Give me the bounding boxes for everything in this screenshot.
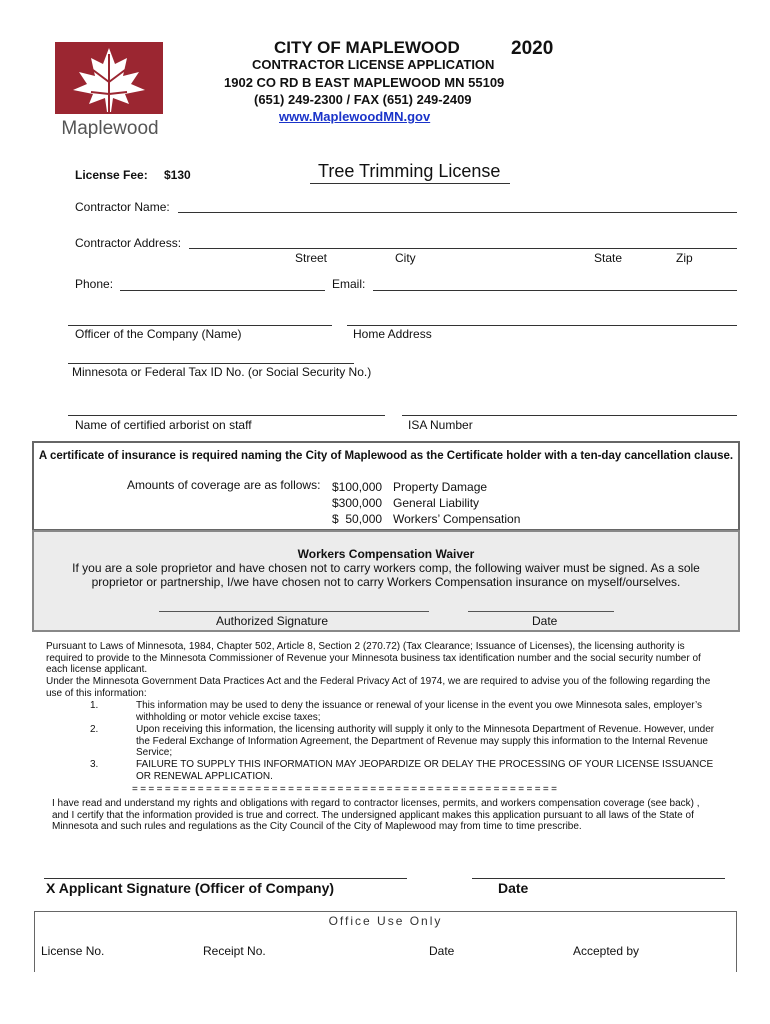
waiver-date-field[interactable] — [468, 611, 614, 612]
legal-item-2: Upon receiving this information, the licensing authority will supply it only to the Minnesota Department of Revenue. However, under the Federal Exchange of Information Agreement, the Department of Revenue may supply this information to the Internal Revenue Service; — [136, 724, 715, 758]
contractor-name-field[interactable] — [178, 212, 737, 213]
coverage-type-1: Property Damage — [393, 480, 488, 494]
form-year: 2020 — [511, 38, 554, 59]
coverage-label: Amounts of coverage are as follows: — [127, 478, 321, 492]
authorized-signature-field[interactable] — [159, 611, 429, 612]
applicant-date-field[interactable] — [472, 878, 725, 879]
isa-number-label: ISA Number — [408, 418, 473, 432]
office-receipt-no: Receipt No. — [203, 944, 266, 958]
isa-number-field[interactable] — [402, 415, 737, 416]
legal-paragraph-1: Pursuant to Laws of Minnesota, 1984, Chapter 502, Article 8, Section 2 (270.72) (Tax Clearance; Issuance of Licenses), the licensing authority is required to provide to the Minnesota Commissioner of Revenue your Minnesota business tax identification number and the social security number of each license applicant. — [46, 641, 701, 675]
state-caption: State — [594, 251, 623, 265]
street-caption: Street — [295, 251, 328, 265]
legal-paragraph-2: Under the Minnesota Government Data Practices Act and the Federal Privacy Act of 1974, we are required to advise you of the following regarding the use of this information: — [46, 676, 711, 699]
phone-label: Phone: — [75, 277, 114, 291]
waiver-title: Workers Compensation Waiver — [297, 547, 475, 561]
applicant-signature-field[interactable] — [44, 878, 407, 879]
authorized-signature-label: Authorized Signature — [216, 614, 329, 628]
insurance-requirement: A certificate of insurance is required naming the City of Maplewood as the Certificate holder with a ten-day cancellation clause. — [38, 450, 734, 462]
city-caption: City — [395, 251, 416, 265]
office-license-no: License No. — [41, 944, 105, 958]
arborist-label: Name of certified arborist on staff — [75, 418, 252, 432]
office-accepted-by: Accepted by — [573, 944, 640, 958]
legal-item-1-num: 1. — [90, 700, 99, 711]
office-use-section — [34, 911, 737, 972]
website-link[interactable]: www.MaplewoodMN.gov — [279, 109, 431, 124]
city-title: CITY OF MAPLEWOOD — [274, 38, 460, 57]
city-address: 1902 CO RD B EAST MAPLEWOOD MN 55109 — [224, 75, 505, 90]
phone-fax: (651) 249-2300 / FAX (651) 249-2409 — [254, 92, 472, 107]
contractor-address-label: Contractor Address: — [75, 236, 182, 250]
tax-id-label: Minnesota or Federal Tax ID No. (or Social Security No.) — [72, 365, 372, 379]
certification-text: I have read and understand my rights and obligations with regard to contractor licenses, permits, and workers compensation coverage (see back) , and I certify that the information provided is true and correct. The undersigned applicant makes this application pursuant to all laws of the State of Minnesota and such rules and regulations as the City Council of the City of Maplewood may from time to time prescribe. — [52, 798, 700, 832]
arborist-field[interactable] — [68, 415, 385, 416]
legal-item-3: FAILURE TO SUPPLY THIS INFORMATION MAY JEOPARDIZE OR DELAY THE PROCESSING OF YOUR LICENSE ISSUANCE OR RENEWAL APPLICATION. — [136, 759, 714, 782]
license-type-underline — [310, 183, 510, 184]
coverage-amount-1: $100,000 — [332, 480, 383, 494]
phone-field[interactable] — [120, 290, 325, 291]
waiver-text: If you are a sole proprietor and have chosen not to carry workers comp, the following waiver must be signed. As a sole proprietor or partnership, I/we have chosen not to carry Workers Compensation insurance on myself/ourselves. — [72, 561, 700, 589]
office-use-title: Office Use Only — [328, 914, 443, 928]
zip-caption: Zip — [676, 251, 693, 265]
application-title: CONTRACTOR LICENSE APPLICATION — [252, 57, 495, 72]
waiver-date-label: Date — [532, 614, 558, 628]
coverage-amount-3: $ 50,000 — [332, 512, 383, 526]
license-fee-amount: $130 — [164, 168, 191, 182]
home-address-label: Home Address — [353, 327, 432, 341]
coverage-type-2: General Liability — [393, 496, 480, 510]
email-field[interactable] — [373, 290, 737, 291]
email-label: Email: — [332, 277, 366, 291]
separator-line: = = = = = = = = = = = = = = = = = = = = = = = = = = = = = = = = = = = = = = = = = = = = = = = = = = = = — [132, 784, 557, 795]
legal-item-1: This information may be used to deny the issuance or renewal of your license in the event you owe Minnesota sales, employer’s withholding or motor vehicle excise taxes; — [136, 700, 703, 723]
officer-name-field[interactable] — [68, 325, 332, 326]
license-fee-label: License Fee: — [75, 168, 148, 182]
office-date: Date — [429, 944, 455, 958]
maplewood-logo — [55, 42, 165, 142]
waiver-section — [32, 530, 740, 632]
tax-id-field[interactable] — [68, 363, 354, 364]
contractor-name-label: Contractor Name: — [75, 200, 170, 214]
logo-text: Maplewood — [61, 118, 159, 139]
license-type: Tree Trimming License — [318, 161, 501, 181]
insurance-section — [32, 441, 740, 531]
legal-item-3-num: 3. — [90, 759, 99, 770]
coverage-amount-2: $300,000 — [332, 496, 383, 510]
officer-name-label: Officer of the Company (Name) — [75, 327, 242, 341]
maple-leaf-icon — [55, 42, 163, 114]
applicant-signature-label: X Applicant Signature (Officer of Company) — [46, 880, 335, 896]
coverage-type-3: Workers’ Compensation — [393, 512, 521, 526]
contractor-address-field[interactable] — [189, 248, 737, 249]
home-address-field[interactable] — [347, 325, 737, 326]
applicant-date-label: Date — [498, 880, 529, 896]
legal-item-2-num: 2. — [90, 724, 99, 735]
